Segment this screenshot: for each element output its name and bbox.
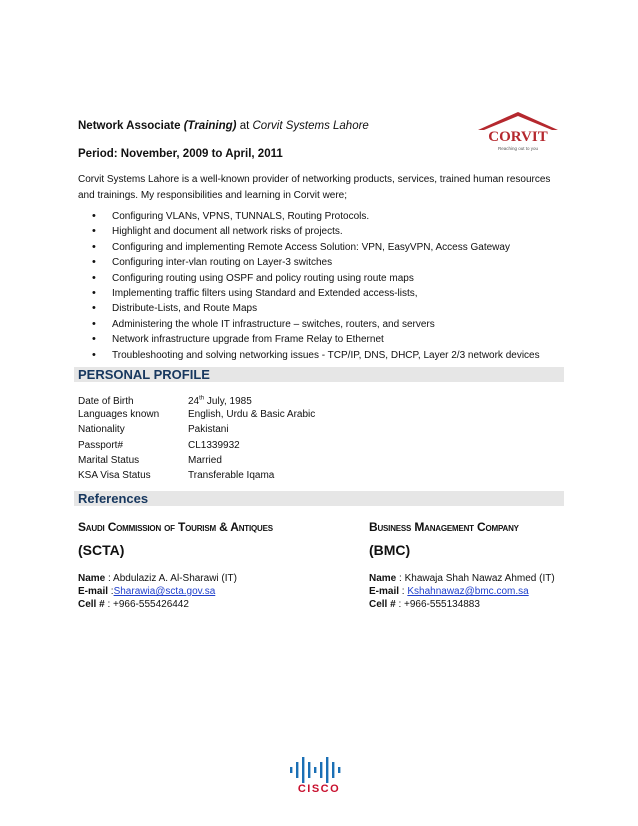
duty-item: • Administering the whole IT infrastructure – switches, routers, and servers xyxy=(78,317,578,332)
job-period: Period: November, 2009 to April, 2011 xyxy=(78,148,283,160)
reference-details: Name : Abdulaziz A. Al-Sharawi (IT) E-mail :Sharawia@scta.gov.sa Cell # : +966-555426442 xyxy=(78,573,237,610)
references-heading: References xyxy=(78,491,149,506)
duty-item: • Configuring routing using OSPF and policy routing using route maps xyxy=(78,271,578,286)
reference-name: : Khawaja Shah Nawaz Ahmed (IT) xyxy=(399,573,555,584)
profile-label: Date of Birth xyxy=(78,396,134,408)
duty-item: • Configuring VLANs, VPNS, TUNNALS, Routing Protocols. xyxy=(78,209,578,224)
job-at: at xyxy=(239,120,250,132)
profile-label: Languages known xyxy=(78,409,160,421)
reference-org: Business Management Company xyxy=(369,520,519,534)
reference-name-label: Name xyxy=(369,573,397,584)
corvit-logo-name: CORVIT xyxy=(488,129,548,145)
references-heading-bar xyxy=(74,491,564,506)
profile-row xyxy=(78,407,315,422)
profile-value: Married xyxy=(188,454,222,466)
profile-row xyxy=(78,392,315,407)
corvit-logo-tagline: Reaching out to you xyxy=(497,146,539,151)
profile-heading: PERSONAL PROFILE xyxy=(78,367,210,382)
duties-list xyxy=(78,209,578,363)
reference-email-label: E-mail xyxy=(78,586,109,597)
duty-item: • Troubleshooting and solving networking issues - TCP/IP, DNS, DHCP, Layer 2/3 network devices xyxy=(78,348,578,363)
duty-item: • Configuring inter-vlan routing on Layer-3 switches xyxy=(78,255,578,270)
corvit-logo xyxy=(472,108,564,154)
profile-value: 24th July, 1985 xyxy=(188,396,252,408)
reference-cell-label: Cell # xyxy=(78,599,105,610)
reference-email-link[interactable]: Kshahnawaz@bmc.com.sa xyxy=(407,586,529,597)
profile-value: CL1339932 xyxy=(188,439,240,451)
reference-name: : Abdulaziz A. Al-Sharawi (IT) xyxy=(108,573,237,584)
duty-item: • Configuring and implementing Remote Access Solution: VPN, EasyVPN, Access Gateway xyxy=(78,240,578,255)
reference-email-label: E-mail xyxy=(369,586,400,597)
reference-card xyxy=(78,518,348,611)
duty-item: • Highlight and document all network risks of projects. xyxy=(78,224,578,239)
job-training: (Training) xyxy=(183,120,237,132)
profile-row xyxy=(78,438,315,453)
reference-abbr: (SCTA) xyxy=(78,542,125,558)
cisco-logo-name: CISCO xyxy=(297,783,341,794)
reference-org: Saudi Commission of Tourism & Antiques xyxy=(78,520,273,534)
profile-row xyxy=(78,468,315,483)
reference-cell: : +966-555134883 xyxy=(398,599,480,610)
profile-value: Transferable Iqama xyxy=(188,469,275,481)
reference-cell-label: Cell # xyxy=(369,599,396,610)
reference-name-label: Name xyxy=(78,573,106,584)
profile-label: Passport# xyxy=(78,439,124,451)
job-company: Corvit Systems Lahore xyxy=(252,120,369,132)
profile-label: Marital Status xyxy=(78,454,140,466)
duty-item: • Distribute-Lists, and Route Maps xyxy=(78,301,578,316)
reference-details: Name : Khawaja Shah Nawaz Ahmed (IT) E-mail : Kshahnawaz@bmc.com.sa Cell # : +966-555134883 xyxy=(369,573,555,610)
profile-heading-bar xyxy=(74,367,564,382)
duty-item: • Network infrastructure upgrade from Frame Relay to Ethernet xyxy=(78,332,578,347)
profile-label: Nationality xyxy=(78,424,125,436)
job-intro: Corvit Systems Lahore is a well-known provider of networking products, services, trained human resources and trainings. My responsibilities and learning in Corvit were; xyxy=(78,174,551,201)
reference-card xyxy=(369,518,569,611)
job-role: Network Associate xyxy=(78,120,181,132)
reference-abbr: (BMC) xyxy=(369,542,411,558)
reference-email-link[interactable]: Sharawia@scta.gov.sa xyxy=(113,586,216,597)
profile-value: Pakistani xyxy=(188,424,229,436)
profile-row xyxy=(78,422,315,437)
profile-table xyxy=(78,392,315,483)
profile-row xyxy=(78,453,315,468)
job-title xyxy=(78,120,369,132)
profile-value: English, Urdu & Basic Arabic xyxy=(188,409,316,421)
duty-item: • Implementing traffic filters using Standard and Extended access-lists, xyxy=(78,286,578,301)
reference-cell: : +966-555426442 xyxy=(107,599,189,610)
profile-label: KSA Visa Status xyxy=(78,469,151,481)
cisco-logo xyxy=(286,754,352,794)
